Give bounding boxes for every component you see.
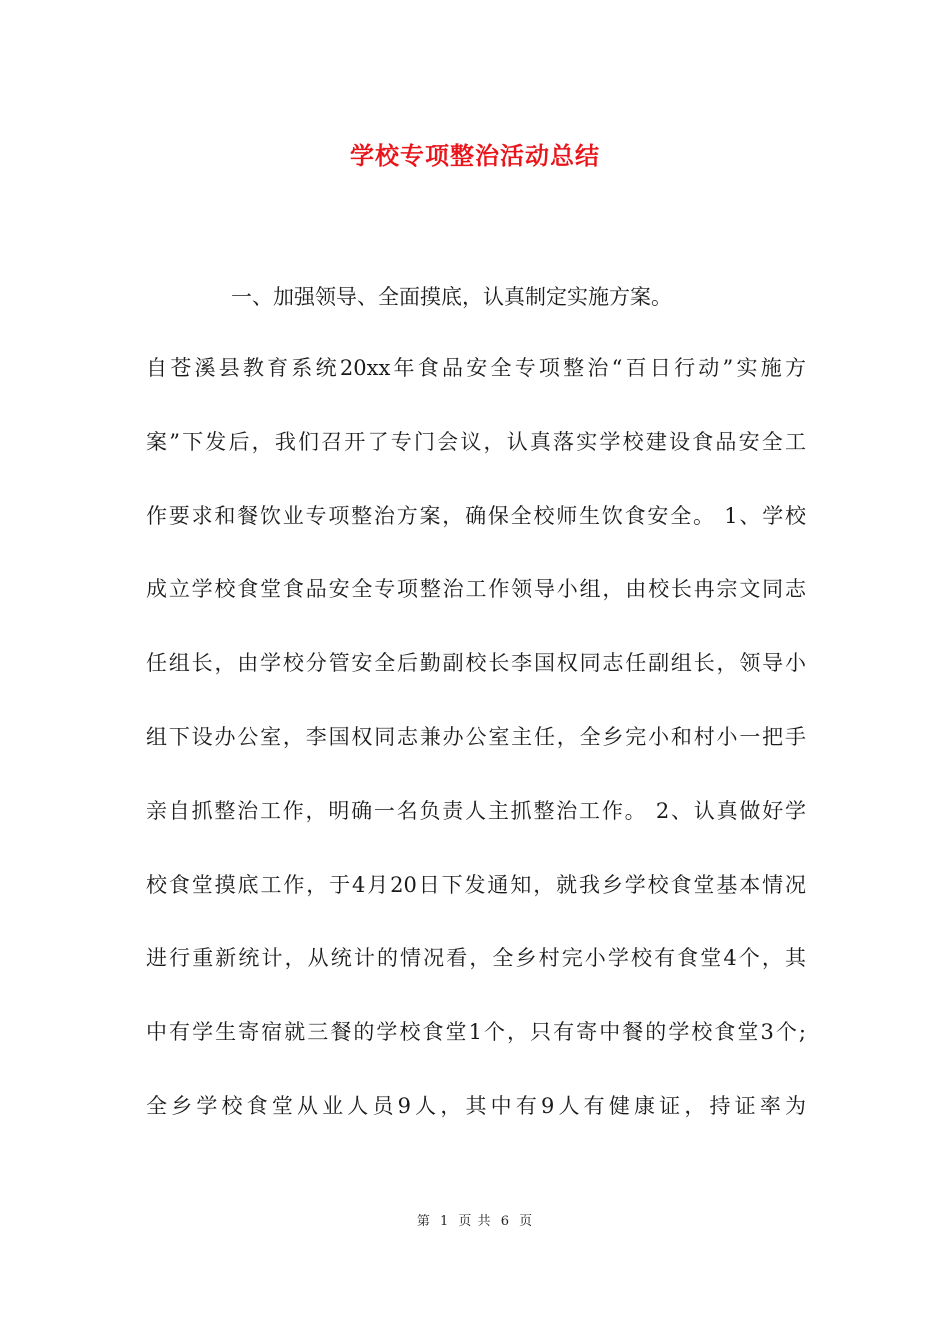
body-paragraph (146, 350, 806, 1162)
body-line: 作要求和餐饮业专项整治方案，确保全校师生饮食安全。 1、学校 (146, 503, 806, 528)
body-line: 全乡学校食堂从业人员9人，其中有9人有健康证，持证率为 (146, 1093, 806, 1118)
body-line: 亲自抓整治工作，明确一名负责人主抓整治工作。 2、认真做好学 (146, 798, 806, 823)
page-footer (0, 1210, 950, 1229)
body-line: 进行重新统计，从统计的情况看，全乡村完小学校有食堂4个，其 (146, 946, 806, 971)
body-line: 自苍溪县教育系统20xx年食品安全专项整治“百日行动”实施方 (146, 356, 806, 380)
body-line: 案”下发后，我们召开了专门会议，认真落实学校建设食品安全工 (146, 429, 806, 454)
document-title: 学校专项整治活动总结 (350, 141, 600, 170)
section-heading: 一、加强领导、全面摸底，认真制定实施方案。 (231, 285, 672, 309)
body-line: 中有学生寄宿就三餐的学校食堂1个，只有寄中餐的学校食堂3个; (146, 1020, 806, 1045)
body-line: 校食堂摸底工作，于4月20日下发通知，就我乡学校食堂基本情况 (146, 872, 806, 897)
footer-suffix: 页 (519, 1214, 534, 1229)
footer-mid: 页 共 (458, 1214, 492, 1229)
footer-prefix: 第 (416, 1214, 431, 1229)
footer-total-pages: 6 (500, 1214, 510, 1229)
body-line: 成立学校食堂食品安全专项整治工作领导小组，由校长冉宗文同志 (146, 577, 806, 602)
footer-current-page: 1 (440, 1214, 450, 1229)
body-line: 组下设办公室，李国权同志兼办公室主任，全乡完小和村小一把手 (146, 724, 806, 749)
body-line: 任组长，由学校分管安全后勤副校长李国权同志任副组长，领导小 (146, 651, 806, 676)
